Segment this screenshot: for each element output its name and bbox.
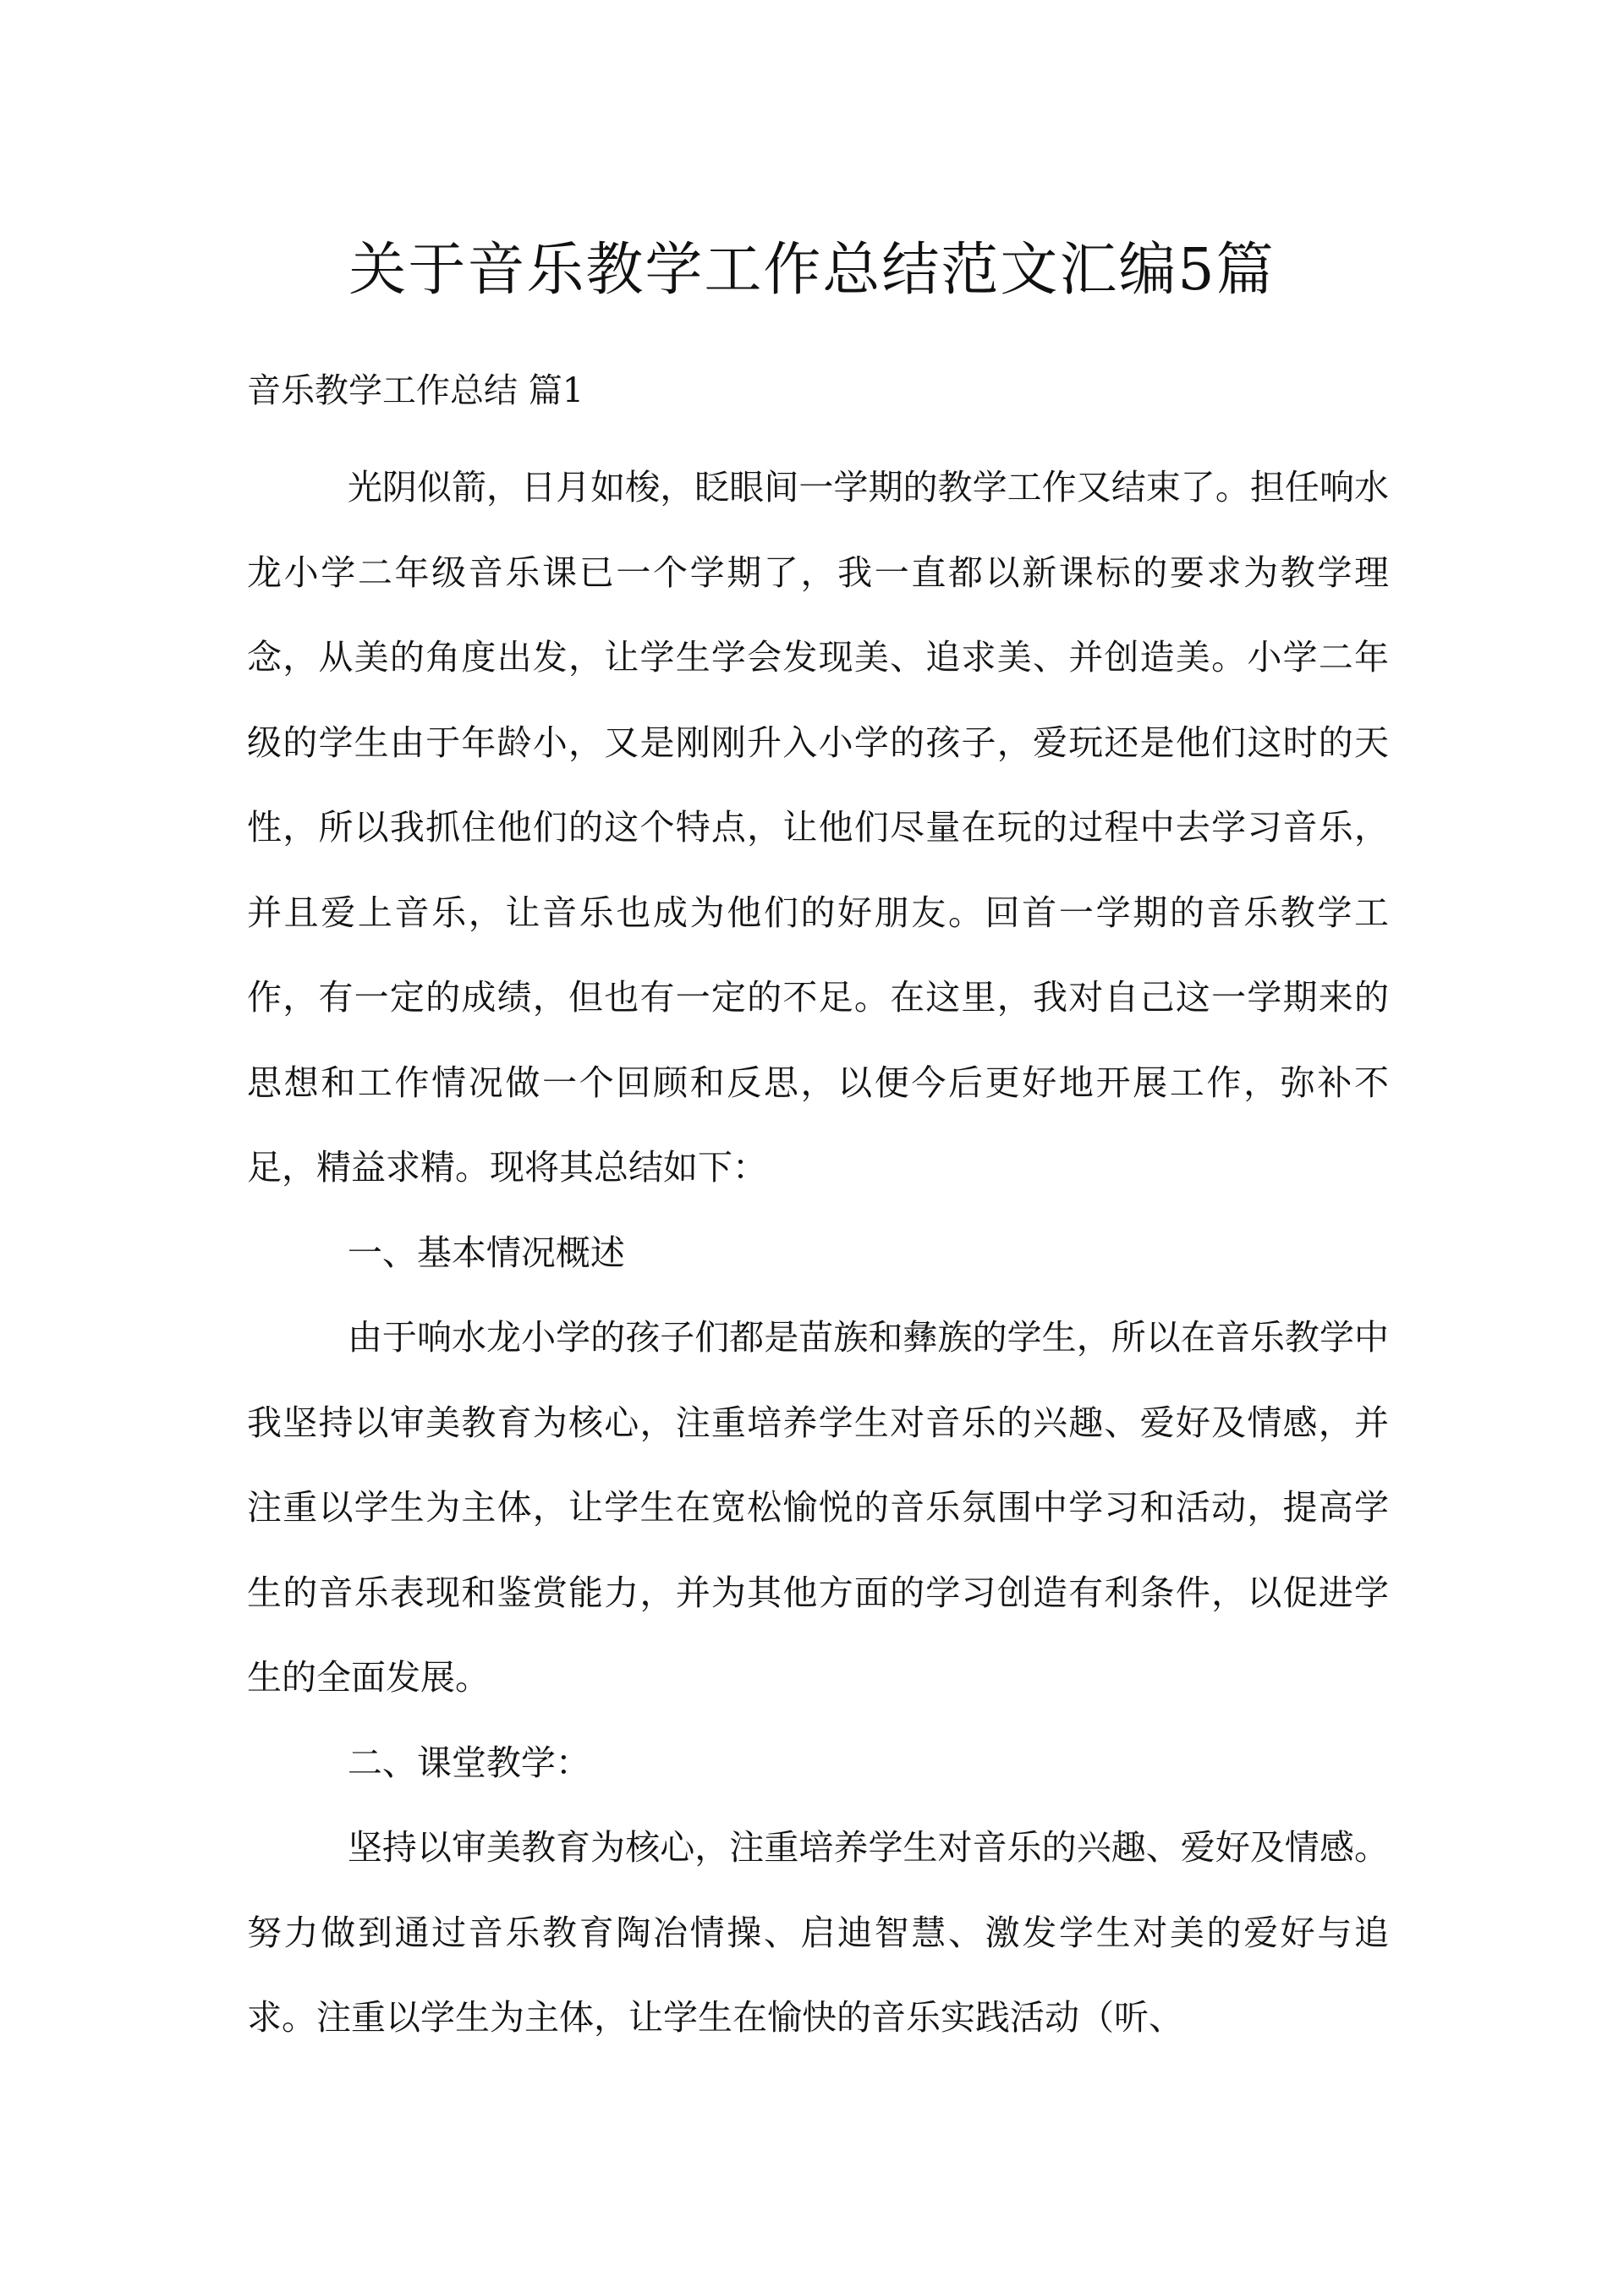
paragraph-classroom: 坚持以审美教育为核心，注重培养学生对音乐的兴趣、爱好及情感。努力做到通过音乐教育陶冶情操、启迪智慧、激发学生对美的爱好与追求。注重以学生为主体，让学生在愉快的音乐实践活动（听、	[247, 1827, 1389, 2038]
heading-classroom-teaching: 二、课堂教学：	[347, 1742, 590, 1783]
heading-basic-overview: 一、基本情况概述	[347, 1232, 625, 1273]
paragraph-overview: 由于响水龙小学的孩子们都是苗族和彝族的学生，所以在音乐教学中我坚持以审美教育为核心，注重培养学生对音乐的兴趣、爱好及情感，并注重以学生为主体，让学生在宽松愉悦的音乐氛围中学习和活动，提高学生的音乐表现和鉴赏能力，并为其他方面的学习创造有利条件，以促进学生的全面发展。	[247, 1317, 1389, 1698]
section-label: 音乐教学工作总结 篇1	[247, 371, 584, 410]
paragraph-intro: 光阴似箭，日月如梭，眨眼间一学期的教学工作又结束了。担任响水龙小学二年级音乐课已一个学期了，我一直都以新课标的要求为教学理念，从美的角度出发，让学生学会发现美、追求美、并创造美。小学二年级的学生由于年龄小，又是刚刚升入小学的孩子，爱玩还是他们这时的天性，所以我抓住他们的这个特点，让他们尽量在玩的过程中去学习音乐，并且爱上音乐，让音乐也成为他们的好朋友。回首一学期的音乐教学工作，有一定的成绩，但也有一定的不足。在这里，我对自己这一学期来的思想和工作情况做一个回顾和反思，以便今后更好地开展工作，弥补不足，精益求精。现将其总结如下：	[247, 467, 1389, 1188]
body-text	[247, 445, 1389, 2061]
document-title: 关于音乐教学工作总结范文汇编5篇	[348, 237, 1276, 304]
